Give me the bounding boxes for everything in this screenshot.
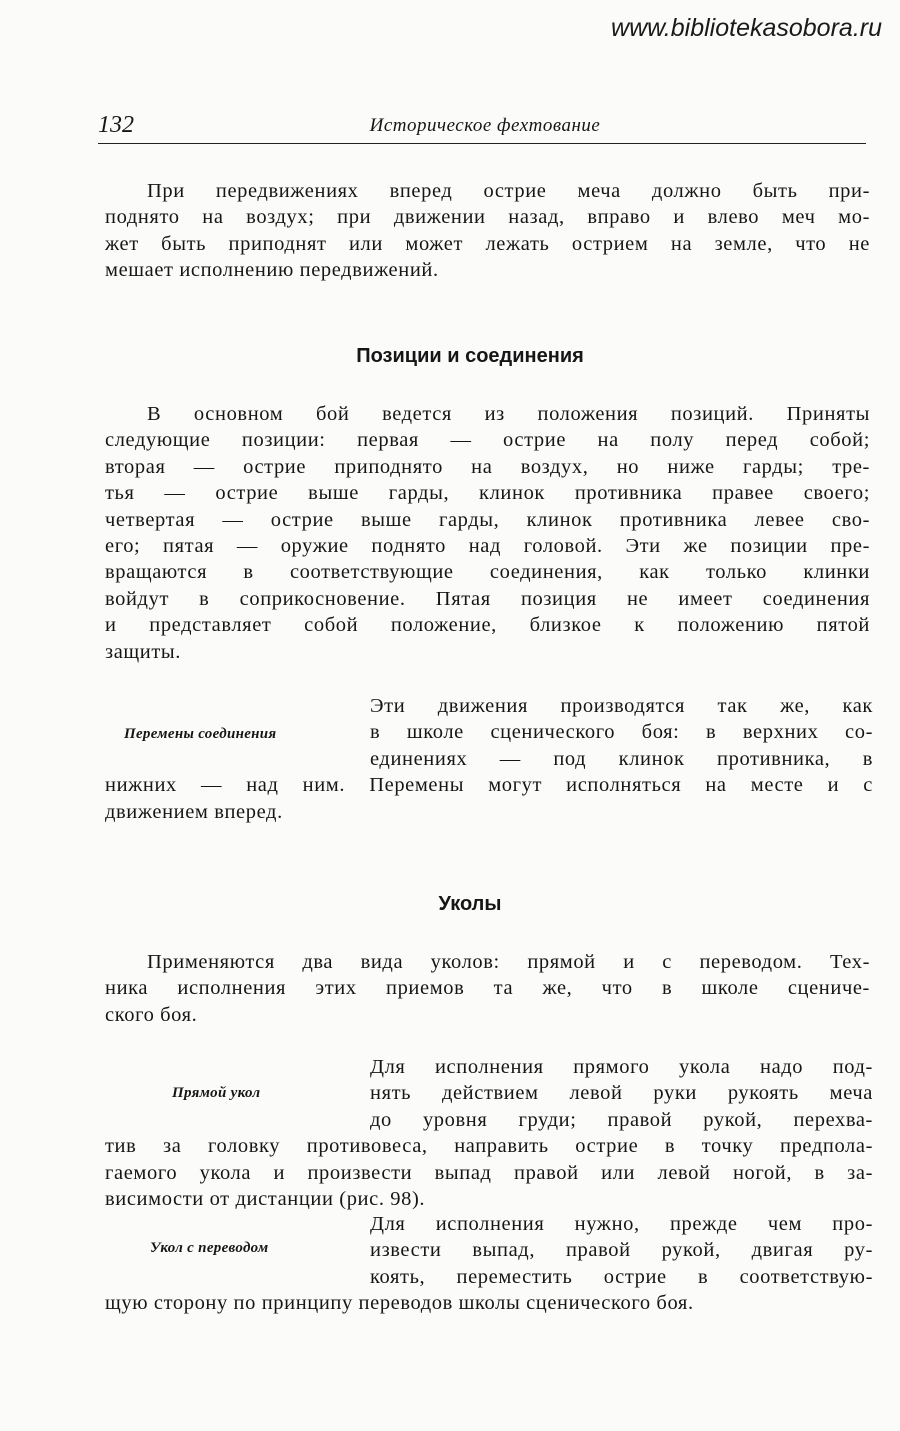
text-line: защиты.	[105, 640, 182, 663]
watermark: www.bibliotekasobora.ru	[611, 14, 882, 42]
text-line: коять, переместить острие в соответствую-	[370, 1265, 873, 1288]
text-line: четвертая — острие выше гарды, клинок противника левее сво-	[105, 508, 870, 531]
text-line: нять действием левой руки рукоять меча	[370, 1082, 873, 1105]
header-rule	[98, 143, 866, 144]
running-title: Историческое фехтование	[369, 115, 601, 136]
text-line: извести выпад, правой рукой, двигая ру-	[370, 1239, 873, 1262]
text-line: Эти движения производятся так же, как	[370, 695, 873, 717]
text-line: тив за головку противовеса, направить острие в точку предпола-	[105, 1135, 873, 1158]
changes-paragraph	[105, 693, 873, 825]
text-line: ника исполнения этих приемов та же, что в школе сцениче-	[105, 977, 870, 1000]
section-heading-thrusts: Уколы	[438, 893, 502, 915]
text-line: Для исполнения нужно, прежде чем про-	[370, 1213, 873, 1235]
text-line: войдут в соприкосновение. Пятая позиция не имеет соединения	[105, 587, 870, 610]
thrusts-paragraph	[105, 949, 870, 1028]
text-line: вращаются в соответствующие соединения, как только клинки	[105, 561, 870, 584]
text-line: ского боя.	[105, 1003, 198, 1026]
text-line: При передвижениях вперед острие меча должно быть при-	[147, 180, 870, 202]
sidehead-thrust-transfer: Укол с переводом	[150, 1240, 269, 1256]
text-line: тья — острие выше гарды, клинок противника правее своего;	[105, 482, 870, 505]
text-line: Для исполнения прямого укола надо под-	[370, 1056, 873, 1078]
text-line: вторая — острие приподнято на воздух, но ниже гарды; тре-	[105, 455, 870, 478]
text-line: мешает исполнению передвижений.	[105, 259, 439, 282]
text-line: Применяются два вида уколов: прямой и с переводом. Тех-	[147, 951, 870, 973]
page-number: 132	[98, 112, 134, 138]
text-line: нижних — над ним. Перемены могут исполняться на месте и с	[105, 774, 873, 797]
section-heading-positions: Позиции и соединения	[356, 345, 584, 367]
text-line: поднято на воздух; при движении назад, вправо и влево меч мо-	[105, 206, 870, 229]
text-line: и представляет собой положение, близкое к положению пятой	[105, 614, 870, 637]
text-line: гаемого укола и произвести выпад правой или левой ногой, в за-	[105, 1161, 873, 1184]
text-line: жет быть приподнят или может лежать острием на земле, что не	[105, 232, 870, 255]
positions-paragraph	[105, 401, 870, 665]
text-line: его; пятая — оружие поднято над головой. Эти же позиции пре-	[105, 535, 870, 558]
text-line: В основном бой ведется из положения позиций. Приняты	[147, 403, 870, 425]
thrust-transfer-paragraph	[105, 1211, 873, 1317]
text-line: щую сторону по принципу переводов школы сценического боя.	[105, 1292, 694, 1315]
text-line: в школе сценического боя: в верхних со-	[370, 721, 873, 744]
text-line: единениях — под клинок противника, в	[370, 747, 873, 770]
direct-thrust-paragraph	[105, 1054, 873, 1212]
text-line: висимости от дистанции (рис. 98).	[105, 1188, 426, 1211]
text-line: следующие позиции: первая — острие на полу перед собой;	[105, 429, 870, 452]
intro-paragraph	[105, 178, 870, 284]
sidehead-changes: Перемены соединения	[124, 726, 277, 742]
sidehead-direct-thrust: Прямой укол	[172, 1085, 261, 1101]
text-line: до уровня груди; правой рукой, перехва-	[370, 1108, 873, 1131]
text-line: движением вперед.	[105, 800, 283, 823]
